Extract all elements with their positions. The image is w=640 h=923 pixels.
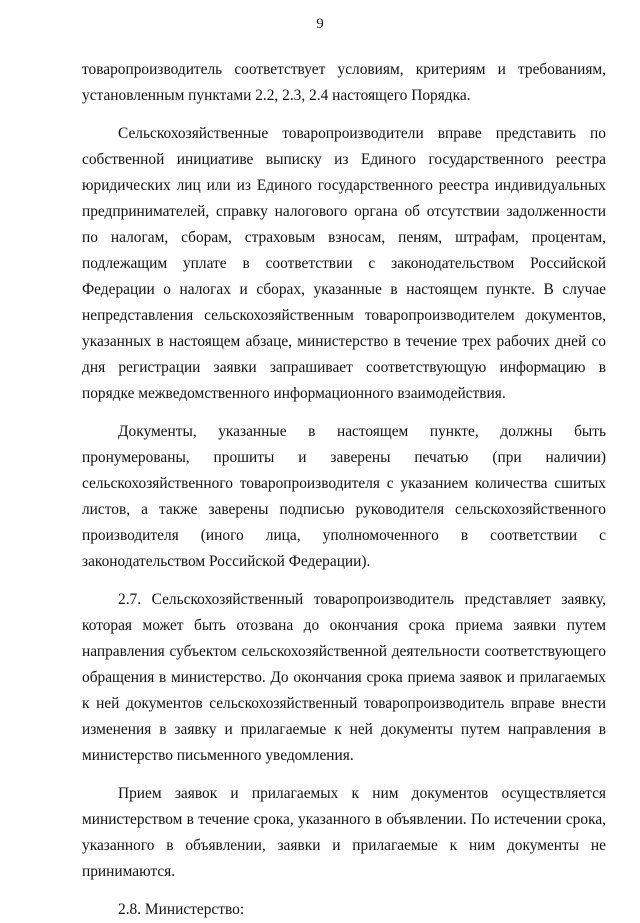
page-number: 9	[316, 16, 324, 32]
paragraph-optional-documents: Сельскохозяйственные товаропроизводители вправе представить по собственной инициативе выписку из Единого государственного реестра юридических лиц или из Единого государственного реестра индивидуальных предпринимателей, справку налогового органа об отсутствии задолженности по налогам, сборам, страховым взносам, пеням, штрафам, процентам, подлежащим уплате в соответствии с законодательством Российской Федерации о налогах и сборах, указанные в настоящем пункте. В случае непредставления сельскохозяйственным товаропроизводителем документов, указанных в настоящем абзаце, министерство в течение трех рабочих дней со дня регистрации заявки запрашивает соответствующую информацию в порядке межведомственного информационного взаимодействия.	[82, 125, 606, 402]
paragraph-continuation: товаропроизводитель соответствует условиям, критериям и требованиям, установленным пунктами 2.2, 2.3, 2.4 настоящего Порядка.	[82, 61, 606, 104]
paragraph-acceptance-period: Прием заявок и прилагаемых к ним документов осуществляется министерством в течение срока, указанного в объявлении. По истечении срока, указанного в объявлении, заявки и прилагаемые к ним документы не принимаются.	[82, 785, 606, 880]
paragraph-document-requirements: Документы, указанные в настоящем пункте, должны быть пронумерованы, прошиты и заверены печатью (при наличии) сельскохозяйственного товаропроизводителя с указанием количества сшитых листов, а также заверены подписью руководителя сельскохозяйственного производителя (иного лица, уполномоченного в соответствии с законодательством Российской Федерации).	[82, 423, 606, 570]
document-body	[82, 57, 606, 923]
paragraph-2-7: 2.7. Сельскохозяйственный товаропроизводитель представляет заявку, которая может быть отозвана до окончания срока приема заявки путем направления субъектом сельскохозяйственной деятельности соответствующего обращения в министерство. До окончания срока приема заявок и прилагаемых к ней документов сельскохозяйственный товаропроизводитель вправе внести изменения в заявку и прилагаемые к ней документы путем направления в министерство письменного уведомления.	[82, 591, 606, 764]
paragraph-2-8-heading: 2.8. Министерство:	[118, 901, 245, 918]
